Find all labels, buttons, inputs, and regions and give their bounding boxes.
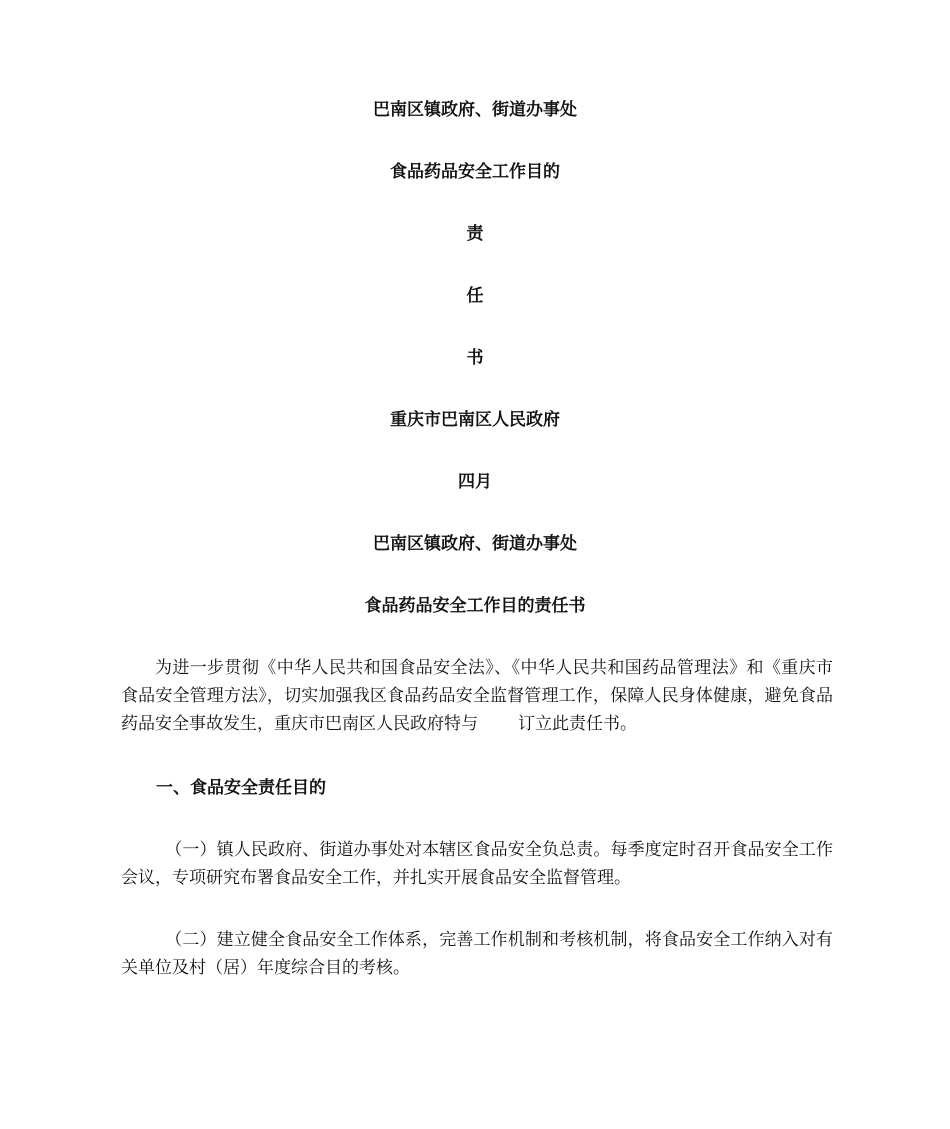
cover-title-line-2: 食品药品安全工作目的 [390,162,560,182]
cover-title-line-1: 巴南区镇政府、街道办事处 [373,100,577,120]
intro-text-end: 订立此责任书。 [518,714,637,734]
cover-title-char-3: 书 [466,348,484,368]
cover-issuer: 重庆市巴南区人民政府 [390,410,560,430]
item-1-paragraph: （一）镇人民政府、街道办事处对本辖区食品安全负总责。每季度定时召开食品安全工作会议，专项研究布署食品安全工作，并扎实开展食品安全监督管理。 [121,840,833,888]
cover-month: 四月 [458,472,492,492]
document-title-line-2: 食品药品安全工作目的责任书 [364,596,586,616]
document-title-line-1: 巴南区镇政府、街道办事处 [373,534,577,554]
cover-title-char-2: 任 [466,286,484,306]
intro-text: 为进一步贯彻《中华人民共和国食品安全法》、《中华人民共和国药品管理法》和《重庆市食品安全管理方法》，切实加强我区食品药品安全监督管理工作，保障人民身体健康，避免食品药品安全事故发生，重庆市巴南区人民政府特与 [121,658,833,734]
intro-paragraph [121,654,833,738]
section-1-heading: 一、食品安全责任目的 [156,778,326,798]
item-2-paragraph: （二）建立健全食品安全工作体系，完善工作机制和考核机制，将食品安全工作纳入对有关单位及村（居）年度综合目的考核。 [121,930,833,978]
cover-title-char-1: 责 [466,224,484,244]
